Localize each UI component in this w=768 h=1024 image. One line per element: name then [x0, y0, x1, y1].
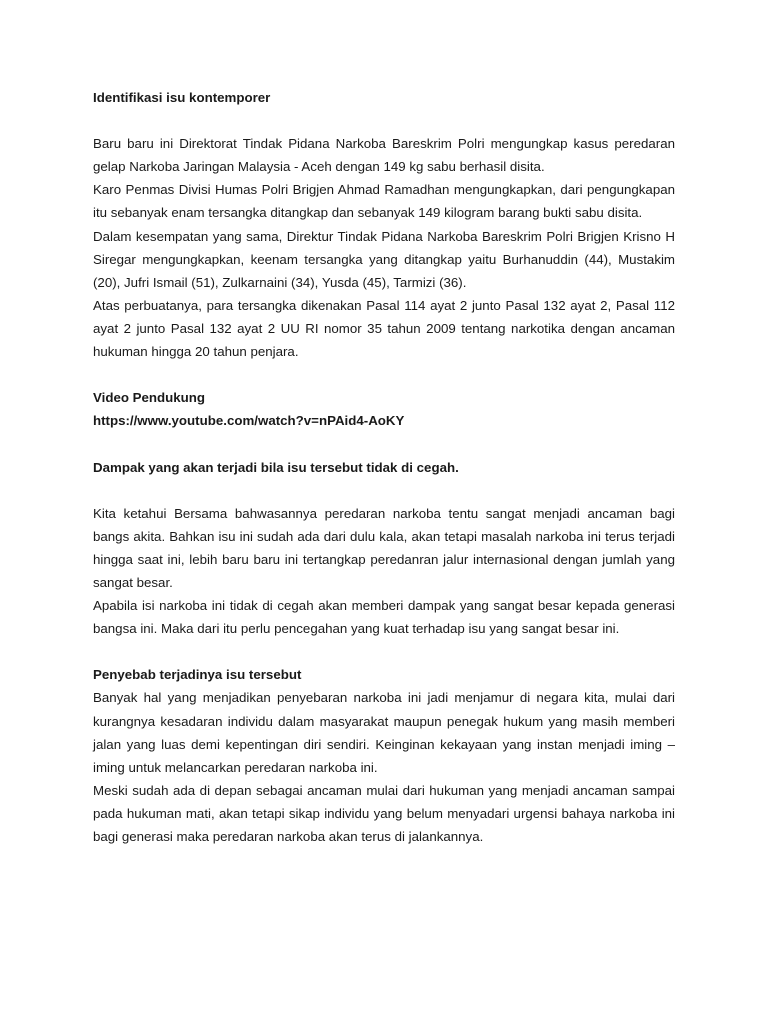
- spacer: [93, 109, 675, 132]
- spacer: [93, 363, 675, 386]
- paragraph: Banyak hal yang menjadikan penyebaran narkoba ini jadi menjamur di negara kita, mulai dari kurangnya kesadaran individu dalam masyarakat maupun penegak hukum yang masih memberi jalan yang luas demi kepentingan diri sendiri. Keinginan kekayaan yang instan menjadi iming – iming untuk melancarkan peredaran narkoba ini.: [93, 690, 675, 775]
- spacer: [93, 640, 675, 663]
- section-heading-dampak: Dampak yang akan terjadi bila isu tersebut tidak di cegah.: [93, 459, 459, 475]
- paragraph: Atas perbuatanya, para tersangka dikenakan Pasal 114 ayat 2 junto Pasal 132 ayat 2, Pasal 112 ayat 2 junto Pasal 132 ayat 2 UU RI nomor 35 tahun 2009 tentang narkotika dengan ancaman hukuman hingga 20 tahun penjara.: [93, 297, 675, 360]
- paragraph: Meski sudah ada di depan sebagai ancaman mulai dari hukuman yang menjadi ancaman sampai pada hukuman mati, akan tetapi sikap individu yang belum menyadari urgensi bahaya narkoba ini bagi generasi maka peredaran narkoba akan terus di jalankannya.: [93, 782, 675, 844]
- spacer: [93, 479, 675, 502]
- paragraph: Dalam kesempatan yang sama, Direktur Tindak Pidana Narkoba Bareskrim Polri Brigjen Krisno H Siregar mengungkapkan, keenam tersangka yang ditangkap yaitu Burhanuddin (44), Mustakim (20), Jufri Ismail (51), Zulkarnaini (34), Yusda (45), Tarmizi (36).: [93, 228, 675, 290]
- video-link[interactable]: https://www.youtube.com/watch?v=nPAid4-AoKY: [93, 413, 405, 429]
- spacer: [93, 432, 675, 455]
- paragraph: Kita ketahui Bersama bahwasannya peredaran narkoba tentu sangat menjadi ancaman bagi bangs akita. Bahkan isu ini sudah ada dari dulu kala, akan tetapi masalah narkoba ini terus terjadi hingga saat ini, lebih baru baru ini tertangkap peredanran jalur internasional dengan jumlah yang sangat besar.: [93, 505, 675, 590]
- section-heading-identifikasi: Identifikasi isu kontemporer: [93, 90, 271, 105]
- section-heading-penyebab: Penyebab terjadinya isu tersebut: [93, 667, 302, 683]
- paragraph: Karo Penmas Divisi Humas Polri Brigjen Ahmad Ramadhan mengungkapkan, dari pengungkapan itu sebanyak enam tersangka ditangkap dan sebanyak 149 kilogram barang bukti sabu disita.: [93, 182, 675, 221]
- document-page: [93, 86, 675, 848]
- paragraph: Apabila isi narkoba ini tidak di cegah akan memberi dampak yang sangat besar kepada generasi bangsa ini. Maka dari itu perlu pencegahan yang kuat terhadap isu yang sangat besar ini.: [93, 598, 675, 637]
- paragraph: Baru baru ini Direktorat Tindak Pidana Narkoba Bareskrim Polri mengungkap kasus peredaran gelap Narkoba Jaringan Malaysia - Aceh dengan 149 kg sabu berhasil disita.: [93, 136, 675, 175]
- section-heading-video: Video Pendukung: [93, 390, 206, 406]
